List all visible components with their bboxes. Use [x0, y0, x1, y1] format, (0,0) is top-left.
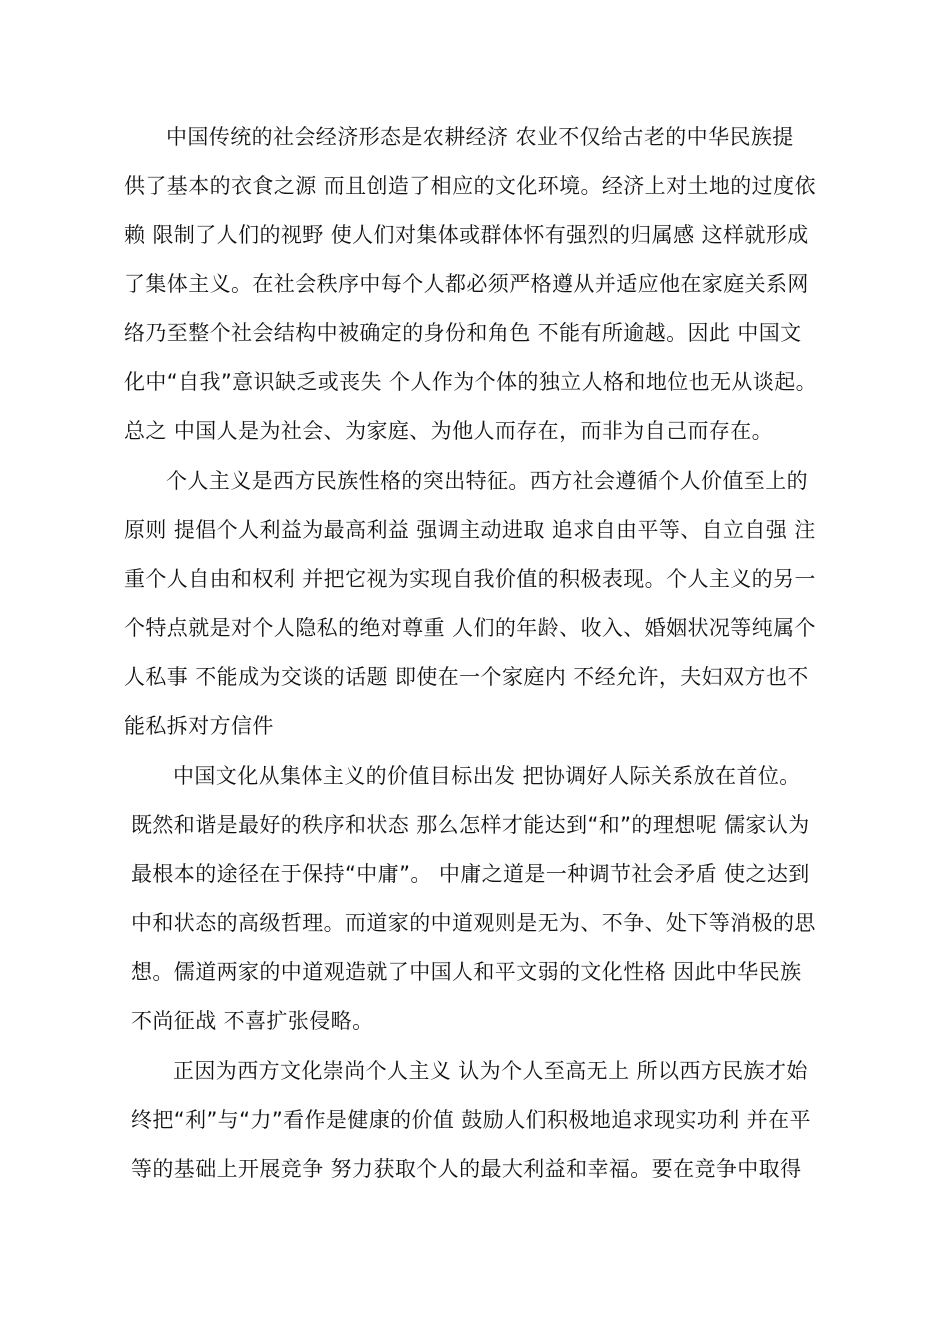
- p2-line-6: 能私拆对方信件: [124, 714, 274, 738]
- p2-line-5: 人私事 不能成为交谈的话题 即使在一个家庭内 不经允许，夫妇双方也不: [124, 665, 809, 689]
- p3-line-3: 最根本的途径在于保持“中庸”。 中庸之道是一种调节社会矛盾 使之达到: [131, 862, 810, 886]
- p1-line-5: 络乃至整个社会结构中被确定的身份和角色 不能有所逾越。因此 中国文: [124, 321, 802, 345]
- p1-line-6: 化中“自我”意识缺乏或丧失 个人作为个体的独立人格和地位也无从谈起。: [124, 370, 818, 394]
- p3-line-2: 既然和谐是最好的秩序和状态 那么怎样才能达到“和”的理想呢 儒家认为: [131, 813, 810, 837]
- p3-line-6: 不尚征战 不喜扩张侵略。: [131, 1009, 374, 1033]
- p1-line-1: 中国传统的社会经济形态是农耕经济 农业不仅给古老的中华民族提: [166, 125, 794, 149]
- p1-line-2: 供了基本的衣食之源 而且创造了相应的文化环境。经济上对土地的过度依: [124, 174, 816, 198]
- p2-line-3: 重个人自由和权利 并把它视为实现自我价值的积极表现。个人主义的另一: [124, 567, 816, 591]
- p1-line-7: 总之 中国人是为社会、为家庭、为他人而存在，而非为自己而存在。: [124, 419, 774, 443]
- p3-line-1: 中国文化从集体主义的价值目标出发 把协调好人际关系放在首位。: [173, 764, 801, 788]
- p1-line-3: 赖 限制了人们的视野 使人们对集体或群体怀有强烈的归属感 这样就形成: [124, 223, 809, 247]
- p4-line-3: 等的基础上开展竞争 努力获取个人的最大利益和幸福。要在竞争中取得: [131, 1157, 802, 1181]
- p2-line-2: 原则 提倡个人利益为最高利益 强调主动进取 追求自由平等、自立自强 注: [124, 518, 816, 542]
- p4-line-2: 终把“利”与“力”看作是健康的价值 鼓励人们积极地追求现实功利 并在平: [131, 1108, 811, 1132]
- p3-line-5: 想。儒道两家的中道观造就了中国人和平文弱的文化性格 因此中华民族: [131, 960, 802, 984]
- p2-line-4: 个特点就是对个人隐私的绝对尊重 人们的年龄、收入、婚姻状况等纯属个: [124, 616, 816, 640]
- p4-line-1: 正因为西方文化崇尚个人主义 认为个人至高无上 所以西方民族才始: [173, 1059, 808, 1083]
- p2-line-1: 个人主义是西方民族性格的突出特征。西方社会遵循个人价值至上的: [166, 469, 808, 493]
- p3-line-4: 中和状态的高级哲理。而道家的中道观则是无为、不争、处下等消极的思: [131, 911, 816, 935]
- p1-line-4: 了集体主义。在社会秩序中每个人都必须严格遵从并适应他在家庭关系网: [124, 272, 809, 296]
